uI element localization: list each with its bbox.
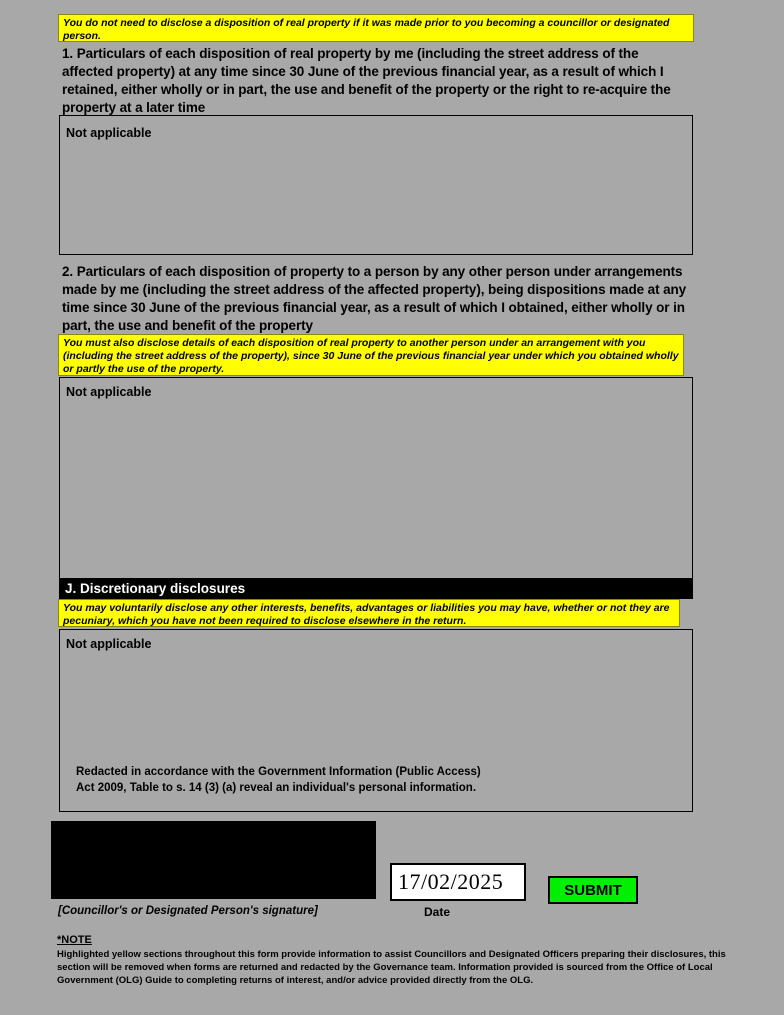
notice-other-person-arrangement: You must also disclose details of each disposition of real property to another person under an arrangement with you (including the street address of the property), since 30 June of the previous financial year under which you obtained wholly or partly the use of the property.: [58, 334, 684, 376]
item1-answer-box[interactable]: [59, 115, 693, 255]
signature-caption: [Councillor's or Designated Person's signature]: [58, 905, 318, 917]
redaction-note-line1: Redacted in accordance with the Government Information (Public Access): [76, 766, 481, 778]
signature-redaction-block: [51, 821, 376, 899]
section-j-bar: J. Discretionary disclosures: [59, 579, 693, 599]
note-title: *NOTE: [57, 934, 92, 946]
notice-discretionary: You may voluntarily disclose any other interests, benefits, advantages or liabilities you may have, whether or not they are pecuniary, which you have not been required to disclose elsewhere in the return.: [58, 599, 680, 627]
section-j-answer-text: Not applicable: [66, 637, 152, 651]
item2-heading: 2. Particulars of each disposition of property to a person by any other person under arrangements made by me (including the street address of the affected property), being dispositions made at any time since 30 June of the previous financial year, as a result of which I obtained, either wholly or in part, the use and benefit of the property: [62, 264, 687, 333]
date-field[interactable]: 17/02/2025: [390, 863, 526, 901]
note-body: Highlighted yellow sections throughout this form provide information to assist Councillors and Designated Officers preparing their disclosures, this section will be removed when forms are returned and redacted by the Governance team. Information provided is sourced from the Office of Local Government (OLG) Guide to completing returns of interest, and/or advice provided directly from the OLG.: [57, 949, 726, 986]
date-label: Date: [424, 905, 451, 919]
submit-button[interactable]: SUBMIT: [548, 876, 638, 904]
item1-answer-text: Not applicable: [66, 126, 152, 140]
item2-answer-box[interactable]: [59, 377, 693, 579]
item2-answer-text: Not applicable: [66, 385, 152, 399]
item1-heading: 1. Particulars of each disposition of real property by me (including the street address of the affected property) at any time since 30 June of the previous financial year, as a result of which I retained, either wholly or in part, the use and benefit of the property or the right to re-acquire the property at a later time: [62, 46, 671, 115]
notice-prior-disposition: You do not need to disclose a disposition of real property if it was made prior to you becoming a councillor or designated person.: [58, 14, 694, 42]
redaction-note-line2: Act 2009, Table to s. 14 (3) (a) reveal an individual's personal information.: [76, 782, 477, 794]
